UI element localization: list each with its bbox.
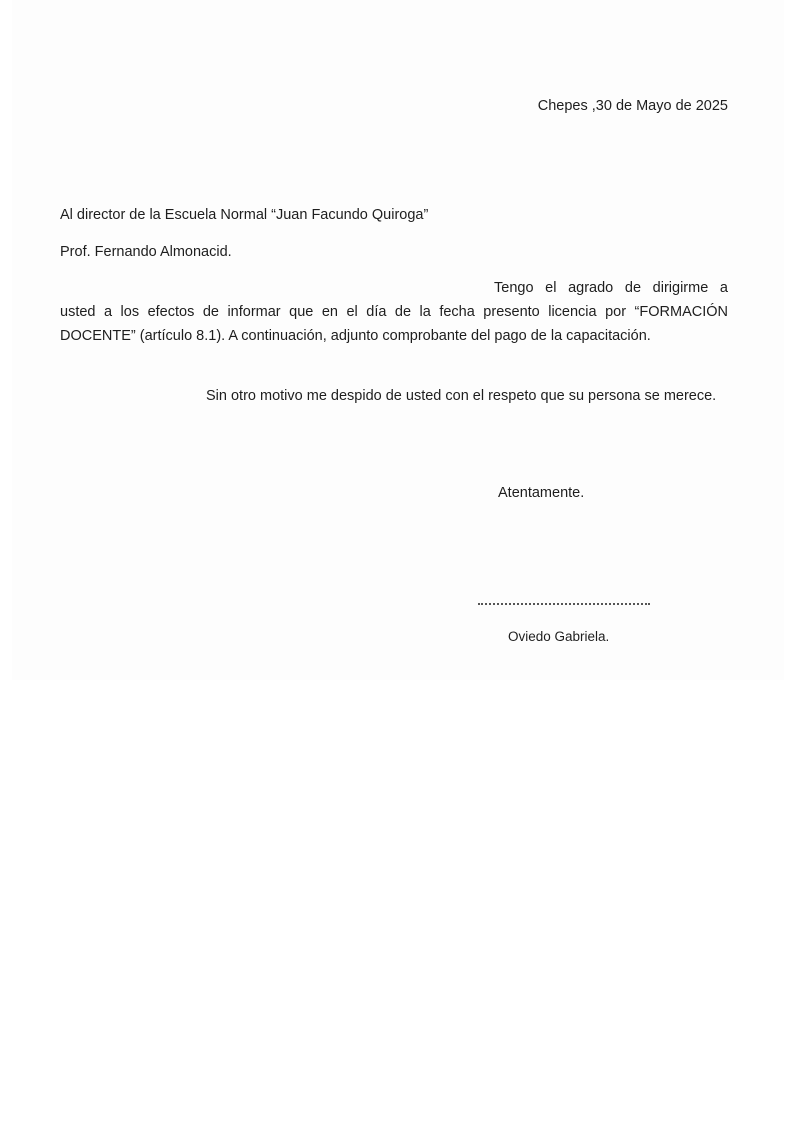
recipient-name: Prof. Fernando Almonacid. [60,244,232,260]
recipient-line: Al director de la Escuela Normal “Juan Facundo Quiroga” [60,207,429,223]
body-paragraph-1: Tengo el agrado de dirigirme a usted a los efectos de informar que en el día de la fecha presento licencia por “FORMACIÓN DOCENTE” (artículo 8.1). A continuación, adjunto comprobante del pago de la capacitación. [60,280,728,344]
signature-dotted-line [478,603,650,605]
body-paragraph-2: Sin otro motivo me despido de usted con el respeto que su persona se merece. [206,388,717,404]
closing-line: Atentamente. [498,485,585,501]
signer-name: Oviedo Gabriela. [508,629,610,644]
date-line: Chepes ,30 de Mayo de 2025 [537,98,728,114]
